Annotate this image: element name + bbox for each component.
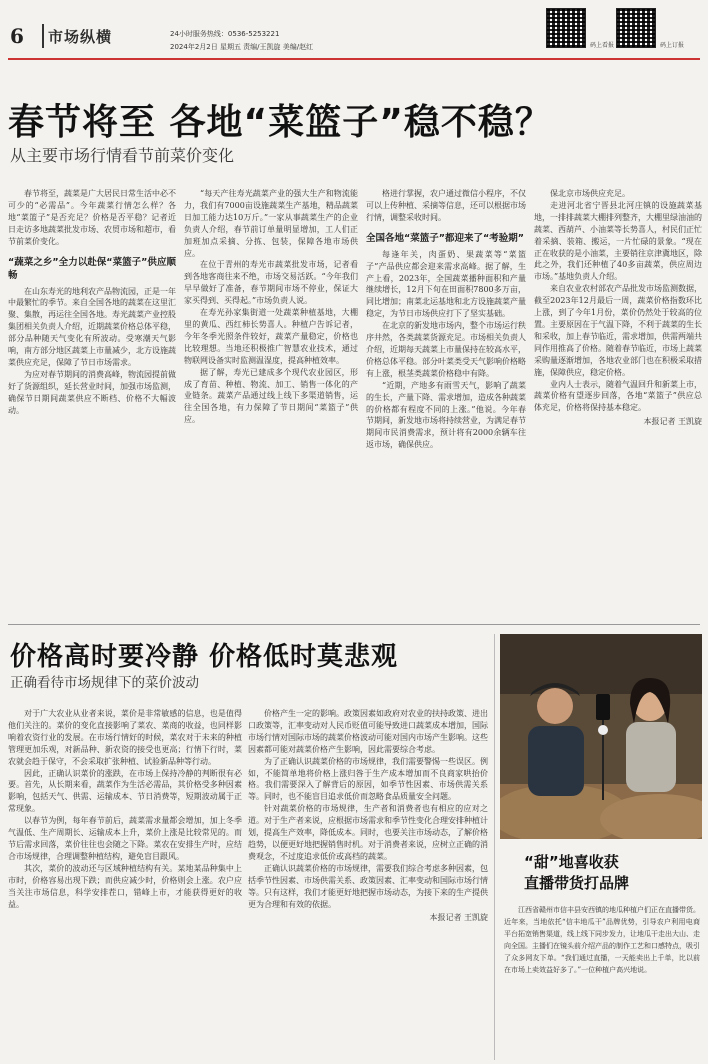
- edition-info: 2024年2月2日 星期五 责编/王凯旋 美编/赵红: [170, 43, 314, 51]
- article-column-2: [184, 188, 358, 608]
- section-divider: [8, 624, 700, 625]
- paragraph: 在寿光孙家集街道一处蔬菜种植基地，大棚里的黄瓜、西红柿长势喜人。种植户告诉记者，今年冬季光照条件较好，蔬菜产量稳定，价格也比较理想。当地还积极推广智慧农业技术，通过物联网设备实时监测温湿度，提高种植效率。: [184, 308, 358, 365]
- paragraph: 价格产生一定的影响。政策因素如政府对农业的扶持政策、进出口政策等，汇率变动对人民币贬值可能导致进口蔬菜成本增加，国际市场行情对国际市场的蔬菜价格波动可能对国内市场产生影响。这些因素都可能对蔬菜价格产生影响，因此需要综合考虑。: [248, 709, 488, 754]
- paragraph: 为应对春节期间的消费高峰，物流园提前做好了货源组织，延长营业时间，加强市场监测，确保节日期间蔬菜供应不断档、价格不大幅波动。: [8, 369, 176, 415]
- feature-title-line-2: 直播带货打品牌: [524, 874, 630, 892]
- feature-caption: [504, 904, 700, 1060]
- section-subheading: 全国各地“菜篮子”都迎来了“考验期”: [366, 232, 524, 244]
- article2-column-2: [248, 708, 488, 1060]
- paragraph: 在位于青州的寿光市蔬菜批发市场，记者看到各地客商往来不绝，市场交易活跃。“今年我们早早做好了准备，春节期间市场不停业，保证大家买得到、买得起。”市场负责人说。: [184, 260, 358, 306]
- paragraph: “每天产往寿光蔬菜产业的强大生产和物流能力，我们有7000亩设施蔬菜生产基地，精品蔬菜日加工能力达10万斤。”一家从事蔬菜生产的企业负责人介绍，春节前订单量明显增加，工人们正加班加点采摘、分拣、包装，保障各地市场供应。: [184, 189, 358, 258]
- article-headline: 春节将至 各地“菜篮子”稳不稳？: [8, 102, 552, 143]
- paragraph: 正确认识蔬菜价格的市场规律，需要我们综合考虑多种因素，包括季节性因素、市场供需关系、政策因素、汇率变动和国际市场行情等。只有这样，我们才能更好地把握市场动态，为接下来的生产提供更为合理和有效的依据。: [248, 863, 488, 909]
- byline: 本报记者 王凯旋: [429, 913, 488, 923]
- paragraph: 保北京市场供应充足。: [550, 189, 630, 198]
- paragraph: 以春节为例，每年春节前后，蔬菜需求量都会增加，加上冬季气温低、生产周期长、运输成本上升，菜价上涨是比较常见的。而节后需求回落，菜价往往也会随之下降。菜农在安排生产时，应结合市场规律，合理调整种植结构，避免盲目跟风。: [8, 816, 242, 861]
- section-subheading: “蔬菜之乡”全力以赴保“菜篮子”供应顺畅: [8, 256, 176, 281]
- article-column-4: [534, 188, 702, 608]
- paragraph: “近期，产地多有雨雪天气，影响了蔬菜的生长，产量下降、需求增加，造成各种蔬菜的价格都有程度不同的上涨。”他说。今年春节期间，新发地市场将持续营业，为满足春节期间市民消费需求，预计将有2000余辆车往返市场，确保供应。: [366, 380, 526, 450]
- section-title: 市场纵横: [48, 28, 113, 46]
- paragraph: 来自农业农村部农产品批发市场监测数据，截至2023年12月最后一周，蔬菜价格指数环比上涨，到了今年1月份，菜价仍然处于较高的位置。主要原因在于气温下降，不利于蔬菜的生长和采收，加上春节临近，需求增加，供需两端共同作用推高了价格。随着春节临近，市场上蔬菜采购量逐渐增加，各地农业部门也在积极采取措施，保障供应，稳定价格。: [534, 284, 702, 377]
- article-column-1: [8, 188, 176, 608]
- article2-column-1: [8, 708, 242, 1060]
- paragraph: 在北京的新发地市场内，整个市场运行秩序井然，各类蔬菜货源充足。市场相关负责人介绍，近期每天蔬菜上市量保持在较高水平，价格总体平稳。部分叶菜类受天气影响价格略有上涨，根茎类蔬菜价格稳中有降。: [366, 321, 526, 378]
- livestream-photo: [500, 634, 702, 839]
- paragraph: 每逢年关，肉蛋奶、果蔬菜等“菜篮子”产品供应都会迎来需求高峰。据了解，生产上看，2023年，全国蔬菜播种面积和产量继续增长，12月下旬在田面积7800多万亩，同比增加；南菜北运基地和北方设施蔬菜产量稳定，为节日市场供应打下了坚实基础。: [366, 249, 526, 319]
- feature-caption-text: 江西省赣州市信丰县安西镇的地瓜种植户们正在直播带货。近年来，当地依托“信丰地瓜干”品牌优势，引导农户利用电商平台拓宽销售渠道，线上线下同步发力，让地瓜干走出大山、走向全国。主播们在镜头前介绍产品的制作工艺和口感特点，吸引了众多网友下单。“我们通过直播，一天能卖出上千单，比以前在市场上卖效益好多了。”一位种植户高兴地说。: [504, 906, 700, 974]
- paragraph: 因此，正确认识菜价的涨跌，在市场上保持冷静的判断很有必要。首先，从长期来看，蔬菜作为生活必需品，其价格受多种因素影响，包括天气、供需、运输成本、节日消费等，短期波动属于正常现象。: [8, 768, 242, 814]
- byline: 本报记者 王凯旋: [643, 417, 702, 427]
- paragraph: 为了正确认识蔬菜价格的市场规律，我们需要警惕一些误区。例如，不能简单地将价格上涨归咎于生产成本增加而不良商家哄抬价格。我们需要深入了解背后的原因，如季节性因素、市场供需关系等。同时，也不能盲目追求低价而忽略食品质量安全问题。: [248, 756, 488, 802]
- paragraph: 其次，菜价的波动还与区域种植结构有关。某地某品种集中上市时，价格容易出现下跌；而供应减少时，价格则会上涨。农户应当关注市场信息，科学安排茬口，错峰上市，才能获得更好的收益。: [8, 863, 242, 909]
- paragraph: 业内人士表示，随着气温回升和新菜上市，蔬菜价格有望逐步回落，各地“菜篮子”供应总体充足，价格将保持基本稳定。: [534, 379, 702, 413]
- article-subheadline: 从主要市场行情看节前菜价变化: [10, 146, 235, 165]
- feature-title-line-1: “甜”地喜收获: [524, 853, 619, 871]
- paragraph: 针对蔬菜价格的市场规律，生产者和消费者也有相应的应对之道。对于生产者来说，应根据市场需求和季节性变化合理安排种植计划，提高生产效率，降低成本。同时，也要关注市场动态，了解价格趋势，以便更好地把握销售时机。对于消费者来说，应树立正确的消费观念，不过度追求低价或高档的蔬菜。: [248, 804, 488, 861]
- qr-label-subscribe: 码上订报: [660, 42, 685, 49]
- paragraph: 走进河北省宁晋县北河庄镇的设施蔬菜基地，一排排蔬菜大棚排列整齐，大棚里绿油油的蔬菜、西葫芦、小油菜等长势喜人，村民们正忙着采摘、装箱、搬运，一片忙碌的景象。“现在正在收获的是小油菜，主要销往京津冀地区，除此之外，我们还种植了40多亩蔬菜，供应周边市场。”基地负责人介绍。: [534, 200, 702, 282]
- paragraph: 据了解，寿光已建成多个现代农业园区，形成了育苗、种植、物流、加工、销售一体化的产业链条。蔬菜产品通过线上线下多渠道销售，运往全国各地，有力保障了节日期间“菜篮子”供应。: [184, 367, 358, 425]
- article-column-3: [366, 188, 526, 608]
- page-number: 6: [10, 24, 24, 48]
- article2-headline: 价格高时要冷静 价格低时莫悲观: [10, 642, 399, 672]
- qr-code-icon[interactable]: [546, 8, 586, 48]
- article2-subheadline: 正确看待市场规律下的菜价波动: [10, 675, 199, 691]
- hotline-text: 24小时服务热线：0536-5253221: [170, 30, 280, 38]
- paragraph: 对于广大农业从业者来说，菜价是非常敏感的信息，也是值得他们关注的。菜价的变化直接影响了菜农、菜商的收益，也同样影响着农资行业的发展。在市场行情好的时候，菜农对于未来的种植管理更加乐观，对新品种、新农资的接受也更高；行情下行时，菜农就会趋于保守，不会采取扩张种植、试验新品种等行动。: [8, 709, 242, 766]
- paragraph: 在山东寿光的地利农产品物流园，正是一年中最繁忙的季节。来自全国各地的蔬菜在这里汇聚、集散，再运往全国各地。寿光蔬菜产业控股集团相关负责人介绍，近期蔬菜价格总体平稳，部分品种随天气变化有所波动。受寒潮天气影响，南方部分地区蔬菜上市量减少，北方设施蔬菜供应充足，保障了节日市场需求。: [8, 286, 176, 367]
- header-rule: [8, 58, 700, 60]
- qr-code-icon[interactable]: [616, 8, 656, 48]
- qr-label-read: 码上看报: [590, 42, 615, 49]
- header-divider: [42, 24, 44, 48]
- column-divider: [494, 634, 495, 1060]
- paragraph: 格进行掌握，农户通过微信小程序，不仅可以上传种植、采摘等信息，还可以根据市场行情，调整采收时间。: [366, 189, 526, 222]
- paragraph: 春节将至，蔬菜是广大居民日常生活中必不可少的“必需品”。今年蔬菜行情怎么样？各地“菜篮子”是否充足？价格是否平稳？记者近日走访多地蔬菜批发市场、农贸市场和超市，看节前菜价变化。: [8, 189, 176, 246]
